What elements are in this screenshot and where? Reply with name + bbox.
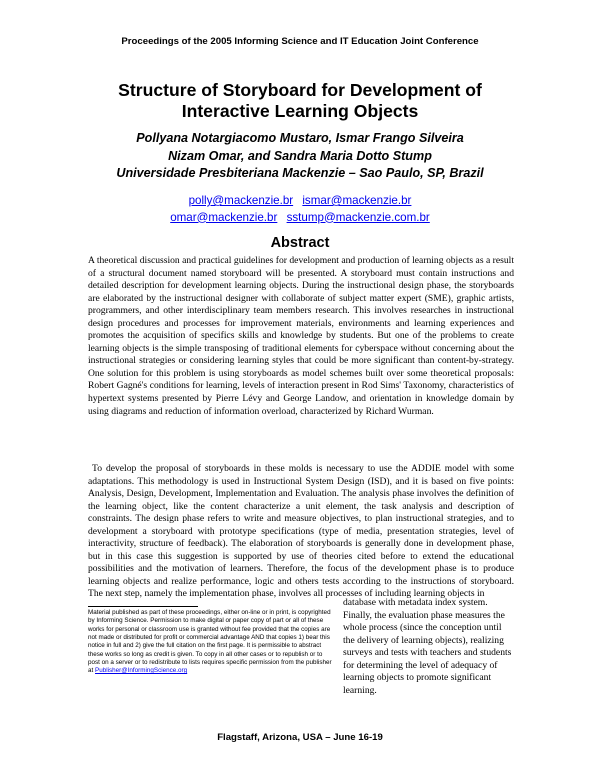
affiliation: Universidade Presbiteriana Mackenzie – Sao Paulo, SP, Brazil bbox=[116, 166, 484, 180]
abstract-paragraph-2: To develop the proposal of storyboards in these molds is necessary to use the ADDIE model with some adaptations. This methodology is used in Instructional System Design (ISD), and it is based on five points: Analysis, Design, Development, Implementation and Evaluation. The analysis phase involves the definition of the learning object, like the content characterize a unit element, the task analysis and description of constraints. The design phase refers to write and measure objectives, to plan instructional strategies, and to development a storyboard with prototype specifications (type of media, presentation strategies, level of interactivity, structure of feedback). The elaboration of storyboards is generally done in development phase, but in this case this suggestion is supported by use of theories cited before to extend the educational possibilities and the motivation of learners. Therefore, the focus of the development phase is to produce learning objects and realize performance, logic and others tests according to the instructions of storyboard. The next step, namely the implementation phase, involves all processes of including learning objects in bbox=[88, 463, 514, 600]
email-block bbox=[60, 193, 540, 226]
email-link-omar[interactable]: omar@mackenzie.br bbox=[170, 210, 278, 224]
title-line-2: Interactive Learning Objects bbox=[181, 101, 419, 121]
copyright-footnote bbox=[88, 609, 334, 676]
authors-line-1: Pollyana Notargiacomo Mustaro, Ismar Frango Silveira bbox=[136, 131, 464, 145]
title-line-1: Structure of Storyboard for Development of bbox=[118, 80, 482, 100]
email-link-ismar[interactable]: ismar@mackenzie.br bbox=[302, 194, 412, 207]
abstract-paragraph-2-continued: database with metadata index system. Finally, the evaluation phase measures the whole process (since the conception until the delivery of learning objects), realizing surveys and tests with teachers and students for determining the level of adequacy of learning objects to promote significant learning. bbox=[343, 597, 512, 696]
publisher-email-link[interactable]: Publisher@InformingScience.org bbox=[95, 667, 188, 675]
footnote-text: Material published as part of these proceedings, either on-line or in print, is copyrighted by Informing Science. Permission to make digital or paper copy of part or all of these works for personal or classroom use is granted without fee provided that the copies are not made or distributed for profit or commercial advantage AND that copies 1) bear this notice in full and 2) give the full citation on the first page. It is permissible to abstract these works so long as credit is given. To copy in all other cases or to republish or to post on a server or to redistribute to lists requires specific permission from the publisher at bbox=[88, 609, 332, 675]
abstract-paragraph-1: A theoretical discussion and practical guidelines for development and production of learning objects as a result of a structural document named storyboard will be presented. A storyboard must contain instructions and detailed description for development learning objects. During the instructional design phase, the storyboards are elaborated by the instructional designer with collaborate of subject matter expert (SME), graphic artists, programmers, and other interdisciplinary team members research. This involves researches in instructional design procedures and processes for improvement materials, environments and learning experiences and promotes the acquisition of specifics skills and knowledge by students. But one of the problems to create learning objects is the simple transposing of traditional elements for cyberspace without concerning about the instructional strategies or considering learning styles that could be more significant than content-by-strategy. One solution for this problem is using storyboards as model schemes built over some theoretical proposals: Robert Gagné's conditions for learning, levels of interaction present in Rod Sims' Taxonomy, characteristics of hypertext systems presented by Pierre Lévy and George Landow, and orientation in knowledge domain by using diagrams and reduction of information overload, characterized by Richard Wurman. bbox=[88, 255, 514, 417]
email-link-sstump[interactable]: sstump@mackenzie.com.br bbox=[286, 210, 430, 224]
email-row-2 bbox=[60, 210, 540, 227]
running-head: Proceedings of the 2005 Informing Science and IT Education Joint Conference bbox=[121, 36, 479, 47]
authors-line-2: Nizam Omar, and Sandra Maria Dotto Stump bbox=[168, 148, 432, 163]
footnote-rule bbox=[88, 606, 198, 607]
paper-title bbox=[60, 80, 540, 122]
footer-location: Flagstaff, Arizona, USA – June 16-19 bbox=[217, 732, 383, 743]
author-block bbox=[40, 130, 560, 183]
email-row-1 bbox=[60, 193, 540, 210]
email-link-polly[interactable]: polly@mackenzie.br bbox=[188, 194, 294, 207]
abstract-heading: Abstract bbox=[270, 235, 330, 251]
